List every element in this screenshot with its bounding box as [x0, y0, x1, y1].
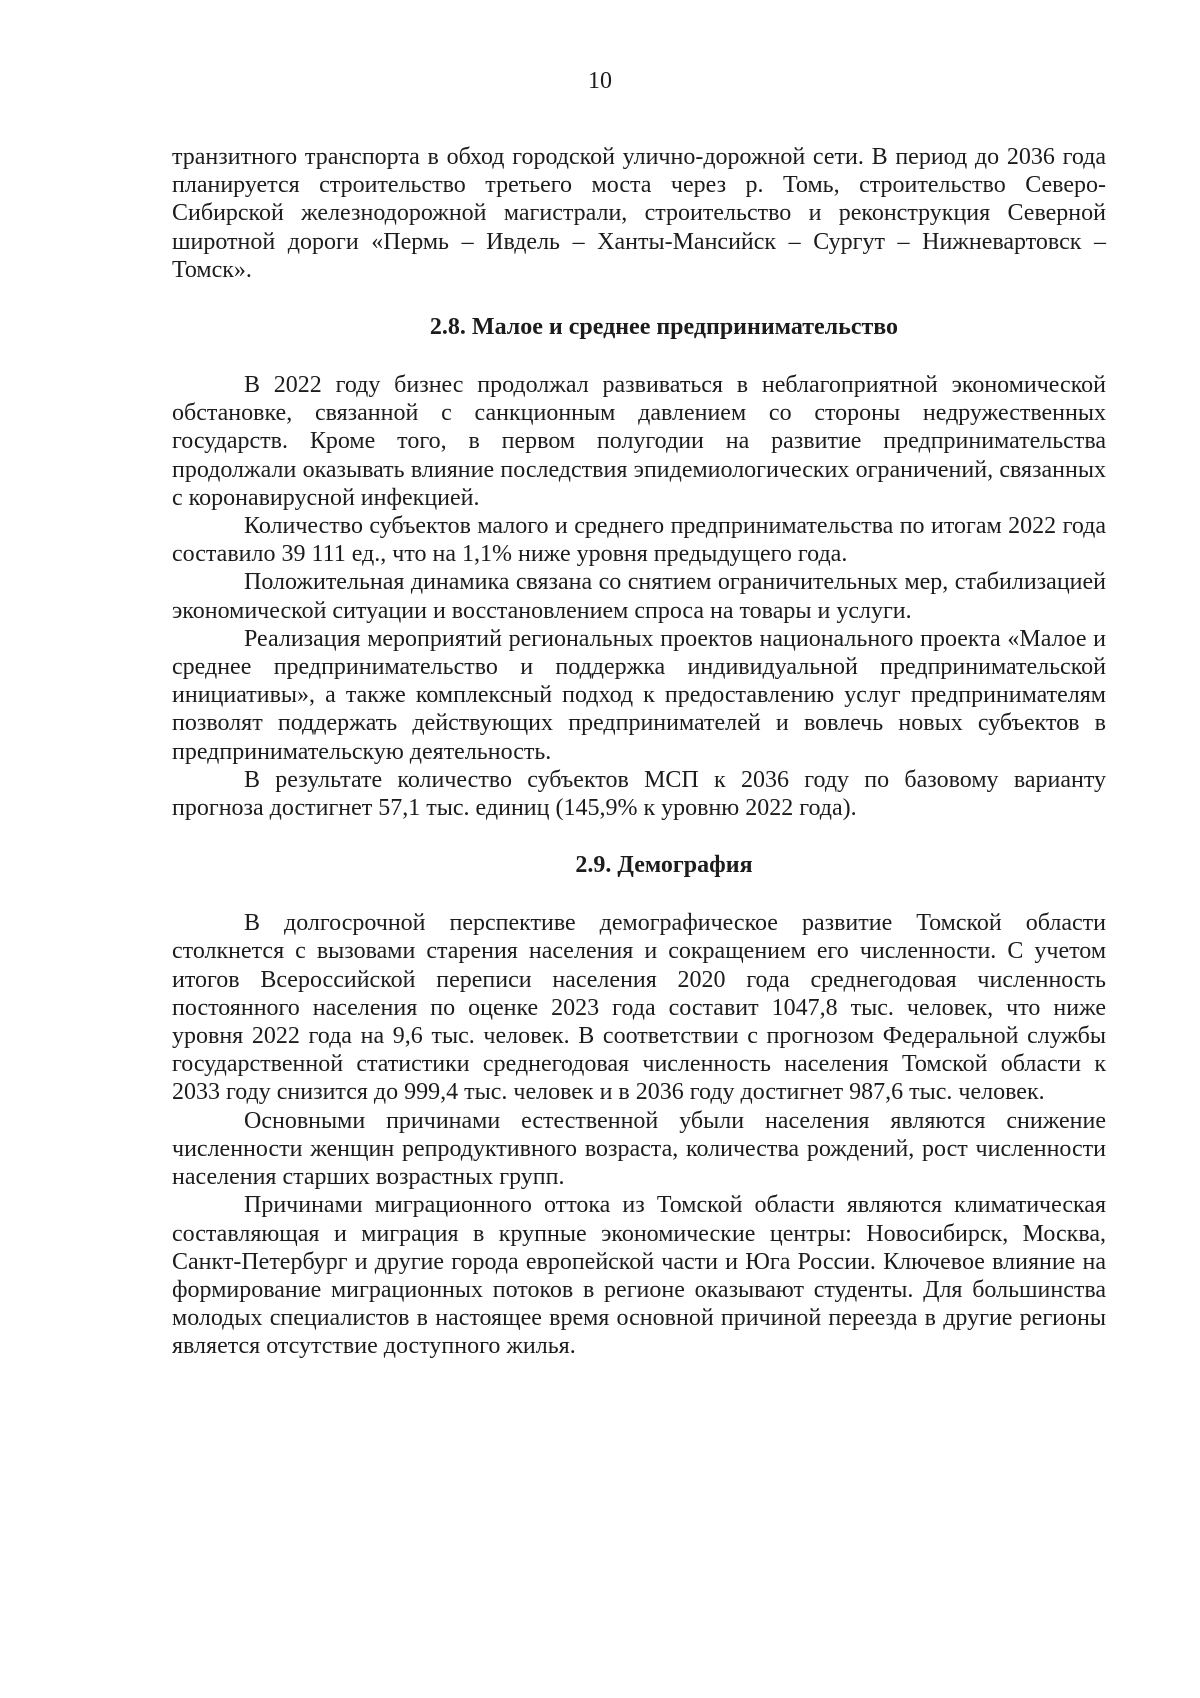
section-2-8-paragraph-2: Количество субъектов малого и среднего предпринимательства по итогам 2022 года составило 39 111 ед., что на 1,1% ниже уровня предыдущего года. [172, 513, 1106, 568]
intro-paragraph: транзитного транспорта в обход городской улично-дорожной сети. В период до 2036 года планируется строительство третьего моста через р. Томь, строительство Северо-Сибирской железнодорожной магистрали, строительство и реконструкция Северной широтной дороги «Пермь – Ивдель – Ханты-Мансийск – Сургут – Нижневартовск – Томск». [172, 144, 1106, 283]
section-2-9-paragraph-2: Основными причинами естественной убыли населения являются снижение численности женщин репродуктивного возраста, количества рождений, рост численности населения старших возрастных групп. [172, 1107, 1106, 1191]
section-2-8-paragraph-1: В 2022 году бизнес продолжал развиваться в неблагоприятной экономической обстановке, связанной с санкционным давлением со стороны недружественных государств. Кроме того, в первом полугодии на развитие предпринимательства продолжали оказывать влияние последствия эпидемиологических ограничений, связанных с коронавирусной инфекцией. [172, 372, 1106, 511]
page-body [172, 143, 1106, 1361]
section-2-9-paragraph-3: Причинами миграционного оттока из Томской области являются климатическая составляющая и миграция в крупные экономические центры: Новосибирск, Москва, Санкт-Петербург и другие города европейской части и Юга России. Ключевое влияние на формирование миграционных потоков в регионе оказывают студенты. Для большинства молодых специалистов в настоящее время основной причиной переезда в другие регионы является отсутствие доступного жилья. [172, 1192, 1106, 1360]
section-2-8-paragraph-5: В результате количество субъектов МСП к 2036 году по базовому варианту прогноза достигнет 57,1 тыс. единиц (145,9% к уровню 2022 года). [172, 766, 1106, 822]
section-2-9-paragraph-1: В долгосрочной перспективе демографическое развитие Томской области столкнется с вызовами старения населения и сокращением его численности. С учетом итогов Всероссийской переписи населения 2020 года среднегодовая численность постоянного населения по оценке 2023 года составит 1047,8 тыс. человек, что ниже уровня 2022 года на 9,6 тыс. человек. В соответствии с прогнозом Федеральной службы государственной статистики среднегодовая численность населения Томской области к 2033 году снизится до 999,4 тыс. человек и в 2036 году достигнет 987,6 тыс. человек. [172, 910, 1106, 1106]
section-2-8-paragraph-3: Положительная динамика связана со снятием ограничительных мер, стабилизацией экономической ситуации и восстановлением спроса на товары и услуги. [172, 569, 1106, 624]
section-2-8-title: 2.8. Малое и среднее предпринимательство [429, 314, 899, 341]
section-2-9-title: 2.9. Демография [575, 852, 753, 879]
page-number: 10 [588, 68, 612, 94]
section-2-8-paragraph-4: Реализация мероприятий региональных проектов национального проекта «Малое и среднее предпринимательство и поддержка индивидуальной предпринимательской инициативы», а также комплексный подход к предоставлению услуг предпринимателям позволят поддержать действующих предпринимателей и вовлечь новых субъектов в предпринимательскую деятельность. [172, 625, 1106, 765]
